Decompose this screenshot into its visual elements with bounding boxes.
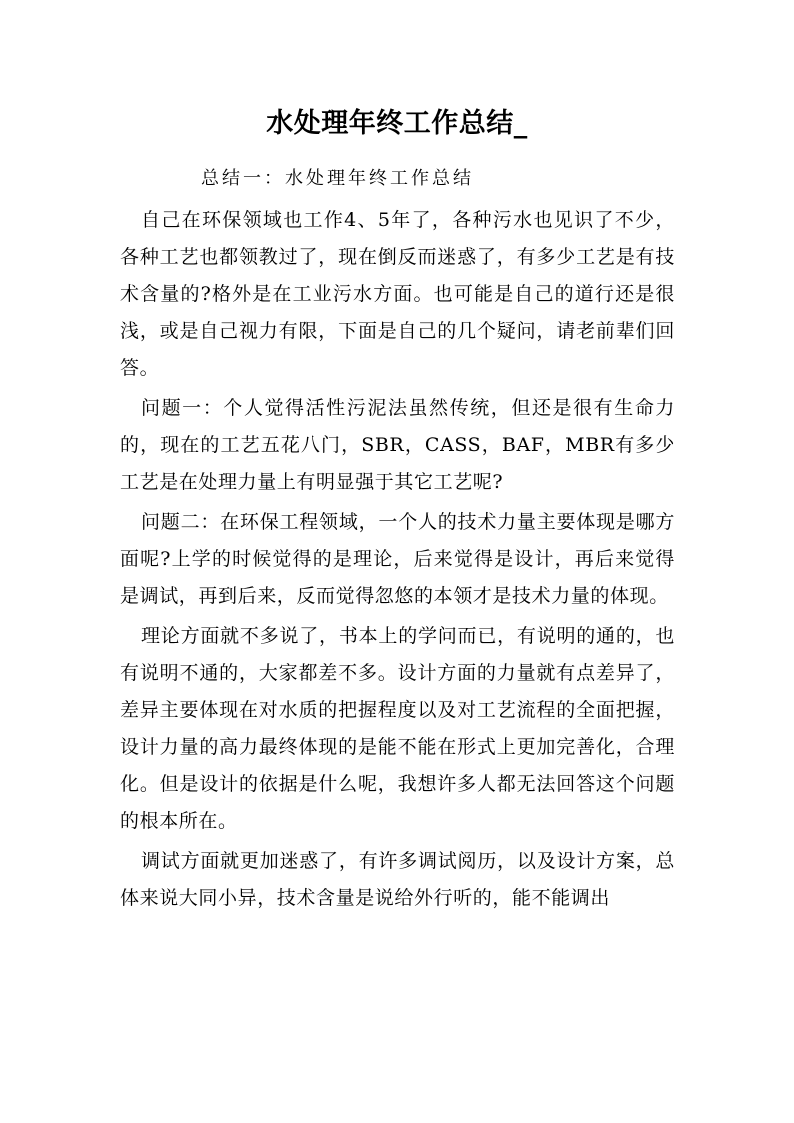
paragraph-debugging: 调试方面就更加迷惑了，有许多调试阅历，以及设计方案，总体来说大同小异，技术含量是说给外行听的，能不能调出: [120, 850, 675, 909]
paragraph-question-two: 问题二：在环保工程领域，一个人的技术力量主要体现是哪方面呢?上学的时候觉得的是理论，后来觉得是设计，再后来觉得是调试，再到后来，反而觉得忽悠的本领才是技术力量的体现。: [120, 511, 675, 607]
document-body: [120, 202, 675, 917]
paragraph-question-one: 问题一：个人觉得活性污泥法虽然传统，但还是很有生命力的，现在的工艺五花八门，SBR，CASS，BAF，MBR有多少工艺是在处理力量上有明显强于其它工艺呢?: [120, 397, 675, 493]
paragraph-intro: 自己在环保领域也工作4、5年了，各种污水也见识了不少，各种工艺也都领教过了，现在倒反而迷惑了，有多少工艺是有技术含量的?格外是在工业污水方面。也可能是自己的道行还是很浅，或是自己视力有限，下面是自己的几个疑问，请老前辈们回答。: [120, 209, 675, 379]
document-subtitle: 总结一：水处理年终工作总结: [201, 168, 474, 189]
paragraph-theory-design: 理论方面就不多说了，书本上的学问而已，有说明的通的，也有说明不通的，大家都差不多。设计方面的力量就有点差异了，差异主要体现在对水质的把握程度以及对工艺流程的全面把握，设计力量的高力最终体现的是能不能在形式上更加完善化，合理化。但是设计的依据是什么呢，我想许多人都无法回答这个问题的根本所在。: [120, 625, 675, 832]
document-title: 水处理年终工作总结_: [266, 108, 528, 139]
